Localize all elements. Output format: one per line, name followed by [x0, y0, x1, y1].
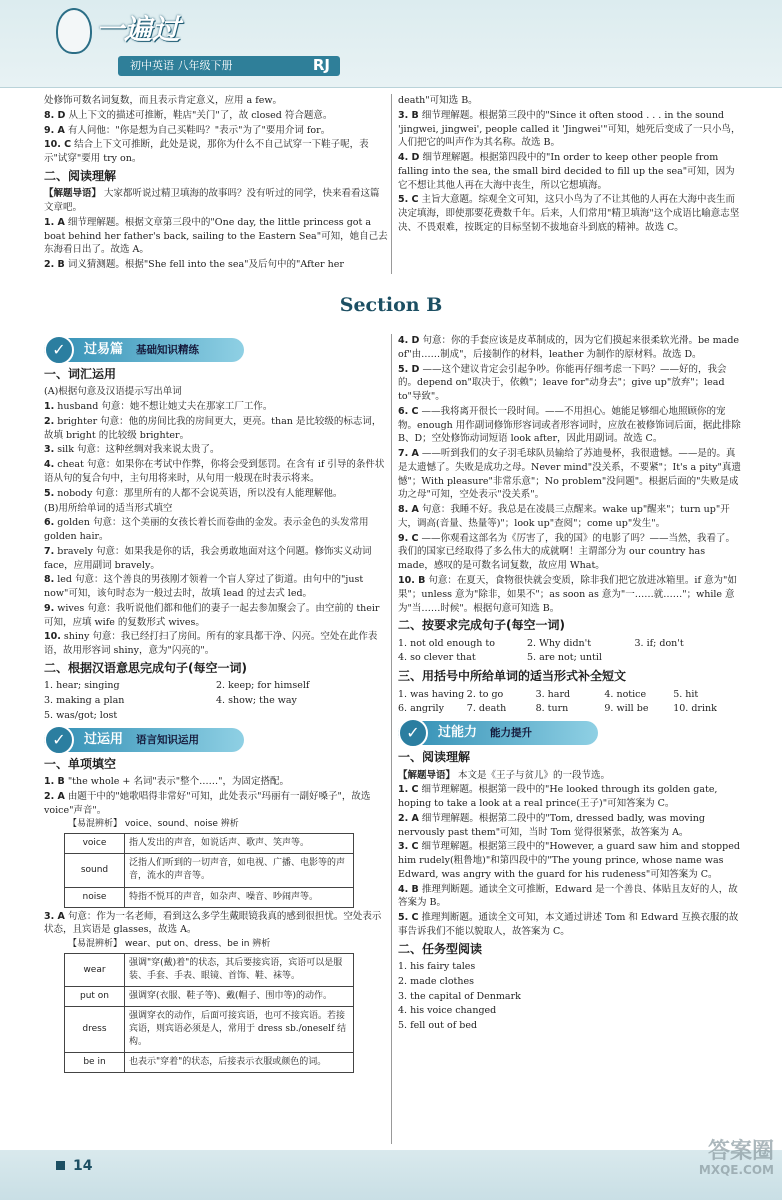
answer-list	[44, 94, 388, 166]
read2-heading: 一、阅读理解	[398, 750, 471, 765]
table-definition: 也表示"穿着"的状态，后接表示衣服或颜色的词。	[125, 1053, 354, 1073]
item-text: golden 句意：这个美丽的女孩长着长而卷曲的金发。表示金色的头发常用 golden hair。	[44, 517, 369, 543]
item-number: 8.	[44, 574, 55, 586]
item-text: 有人问他："你是想为自己买鞋吗？"表示"为了"要用介词 for。	[67, 124, 331, 136]
item-number: 4. D	[398, 335, 420, 346]
answer-item: 2. keep; for himself	[216, 680, 310, 692]
table-definition: 强调穿(衣服、鞋子等)、戴(帽子、围巾等)的动作。	[125, 987, 354, 1007]
book-subtitle: 初中英语 八年级下册	[130, 59, 233, 72]
answer-item: 4. show; the way	[216, 695, 297, 707]
answer-item	[398, 883, 742, 911]
table-word: sound	[65, 854, 125, 887]
footer-bar	[0, 1150, 782, 1200]
item-text: ——这个建议肯定会引起争吵。你能再仔细考虑一下吗？——好的，我会的。depend on"取决于，依赖"；leave for"动身去"；give up"放弃"；lead to"导致"。	[398, 363, 727, 403]
item-number: 3. B	[398, 109, 419, 121]
table-definition: 强调"穿(戴)着"的状态，其后要接宾语，宾语可以是服装、手套、手表、眼镜、首饰、鞋、袜等。	[125, 954, 354, 987]
item-number: 9.	[44, 602, 55, 614]
comparison-title: 【易混辨析】 voice、sound、noise 辨析	[68, 819, 239, 830]
banner-subtitle: 能力提升	[490, 727, 532, 740]
answer-item: 9. will be	[604, 703, 649, 715]
banner-subtitle: 语言知识运用	[136, 733, 199, 746]
table-word: voice	[65, 834, 125, 854]
item-number: 3. A	[44, 910, 65, 922]
square-icon	[56, 1161, 65, 1170]
answer-item: 1. not old enough to	[398, 637, 495, 649]
item-text: 处修饰可数名词复数，而且表示肯定意义，应用 a few。	[44, 95, 282, 106]
item-text: bravely 句意：如果我是你的话，我会勇敢地面对这个问题。修饰实义动词 face，应用副词 bravely。	[44, 545, 372, 571]
answer-item	[44, 258, 388, 272]
item-text: shiny 句意：我已经打扫了房间。所有的家具都干净、闪亮。空处在此作表语，故用形容词 shiny，意为"闪亮的"。	[44, 631, 378, 657]
item-text: husband 句意：她不想让她丈夫在那家工厂工作。	[57, 401, 273, 413]
table-word: dress	[65, 1007, 125, 1053]
item-text: nobody 句意：那里所有的人都不会说英语，所以没有人能理解他。	[57, 487, 343, 499]
answer-item: 3. hard	[535, 688, 571, 700]
answer-item: 1. his fairy tales	[398, 961, 476, 973]
complete-answers	[44, 679, 388, 723]
item-text: 推理判断题。通读全文可推断，Edward 是一个善良、体贴且友好的人，故答案为 B。	[398, 883, 738, 909]
item-number: 10. C	[44, 139, 72, 151]
item-text: 细节理解题。根据第三段中的"However, a guard saw him and stopped him rudely(粗鲁地)"和第四段中的"The young prince, whose name was Edward, was angry with the guard for his rudeness"可知答案为 C。	[398, 841, 740, 880]
item-text: (B)用所给单词的适当形式填空	[44, 502, 173, 514]
balloon-logo-icon	[56, 8, 92, 54]
answer-item	[398, 193, 742, 234]
item-text: 主旨大意题。综观全文可知，这只小鸟为了不让其他的人再在大海中丧生而决定填海，即使那要花费数千年。后来，人们常用"精卫填海"这个成语比喻意志坚决、不畏艰难，按既定的目标坚韧不拔地奋斗到底的精神。故选 C。	[398, 194, 740, 233]
item-number: 4. B	[398, 883, 419, 895]
answer-item	[44, 602, 388, 630]
page-header	[0, 0, 782, 88]
comparison-table	[64, 833, 354, 907]
watermark	[699, 1140, 774, 1177]
banner-title: 过运用	[84, 731, 124, 747]
banner-subtitle: 基础知识精练	[136, 344, 199, 356]
check-icon: ✓	[398, 718, 428, 748]
answer-item	[44, 400, 388, 414]
answer-item	[44, 487, 388, 501]
answer-item	[44, 458, 388, 486]
item-text: wives 句意：我听说他们都和他们的妻子一起去参加聚会了。由空前的 their 可知，应填 wife 的复数形式 wives。	[44, 602, 380, 628]
answer-list	[398, 94, 742, 235]
guide-text: 本文是《王子与贫儿》的一段节选。	[458, 769, 611, 781]
item-number: 9. A	[44, 124, 65, 136]
choice-heading: 一、单项填空	[44, 756, 117, 771]
left-column	[44, 334, 388, 1075]
item-text: ——听到我们的女子羽毛球队员输给了苏迪曼杯，我很遗憾。——是的。真是太遗憾了。失败是成功之母。Never mind"没关系，不要紧"；It's a pity"真遗憾"；With pleasure"非常乐意"；No problem"没问题"。根据后面的"失败是成功之母"可知，空处表示"没关系"。	[398, 448, 741, 501]
vocab-heading: 一、词汇运用	[44, 367, 117, 381]
top-left-column	[44, 94, 388, 273]
answer-item	[44, 415, 388, 443]
item-text: 细节理解题。根据第三段中的"Since it often stood . . . in the sound 'jingwei, jingwei', people called it 'Jingwei'"可知，她死后变成了一只小鸟，人们把它的叫声作为其名称。故选 B。	[398, 109, 741, 149]
read2-answers	[398, 783, 742, 938]
item-number: 2. B	[44, 259, 65, 271]
fill-heading: 三、用括号中所给单词的适当形式补全短文	[398, 669, 627, 684]
complete2-answers	[398, 637, 742, 667]
comparison-table	[64, 953, 354, 1073]
answer-item	[398, 911, 742, 939]
item-text: 由题干中的"她歌唱得非常好"可知，此处表示"玛丽有一副好嗓子"，故选 voice"声音"。	[44, 790, 371, 816]
item-number: 1. C	[398, 784, 419, 796]
fill-answers	[398, 688, 742, 718]
answer-item: 3. the capital of Denmark	[398, 990, 521, 1002]
answer-item	[44, 775, 388, 789]
answer-item	[635, 651, 743, 665]
item-number: 6. C	[398, 405, 419, 417]
item-text: "the whole + 名词"表示"整个……"，为固定搭配。	[67, 776, 289, 788]
answer-item: 6. angrily	[398, 703, 444, 715]
section-title: Section B	[339, 294, 443, 316]
item-text: 细节理解题。根据文章第三段中的"One day, the little princess got a boat behind her father's back, sailing to the Eastern Sea"可知，她自己去东海看日出了。故选 A。	[44, 216, 388, 256]
column-divider	[391, 94, 392, 274]
item-text: 细节理解题。根据第一段中的"He looked through its golden gate, hoping to take a look at a real prince(王子)"可知答案为 C。	[398, 784, 718, 810]
item-number: 3.	[44, 444, 55, 456]
reading-heading: 二、阅读理解	[44, 168, 117, 183]
reading-guide	[44, 187, 388, 215]
table-row	[65, 834, 354, 854]
item-number: 5. D	[398, 363, 420, 375]
banner-title: 过易篇	[84, 342, 124, 357]
table-word: wear	[65, 954, 125, 987]
column-divider	[391, 334, 392, 1144]
top-right-column	[398, 94, 742, 236]
guide-label: 【解题导语】	[398, 769, 456, 781]
answer-item	[44, 502, 388, 516]
page-number-text: 14	[73, 1158, 93, 1174]
table-row	[65, 954, 354, 987]
answer-item	[44, 630, 388, 658]
item-number: 4. D	[398, 152, 420, 164]
banner-usage	[44, 728, 244, 752]
answer-item: 7. death	[466, 703, 507, 715]
item-number: 2. A	[398, 812, 419, 824]
right-column	[398, 334, 742, 1034]
item-number: 5.	[44, 487, 55, 499]
answer-item	[398, 503, 742, 531]
table-word: put on	[65, 987, 125, 1007]
item-text: 结合上下文可推断，此处是说，那你为什么不自己试穿一下鞋子呢，表示"试穿"要用 try on。	[44, 139, 369, 165]
item-number: 5. C	[398, 194, 419, 206]
complete-heading: 二、根据汉语意思完成句子(每空一词)	[44, 660, 247, 675]
check-icon: ✓	[44, 725, 74, 755]
item-number: 4.	[44, 459, 55, 471]
watermark-url: MXQE.COM	[698, 1163, 774, 1178]
answer-item: 5. was/got; lost	[44, 709, 118, 721]
check-icon: ✓	[44, 335, 74, 365]
table-definition: 强调穿衣的动作，后面可接宾语，也可不接宾语。若接宾语，则宾语必须是人，常用于 dress sb./oneself 结构。	[125, 1007, 354, 1053]
answer-item	[398, 94, 742, 108]
table-row	[65, 987, 354, 1007]
item-text: 从上下文的描述可推断，鞋店"关门"了，故 closed 符合题意。	[68, 109, 333, 121]
item-number: 2. A	[44, 790, 65, 802]
answer-item	[398, 151, 742, 192]
choice-answers	[44, 775, 388, 817]
answer-item	[398, 447, 742, 502]
brand-title: 一遍过	[96, 13, 181, 46]
table-word: be in	[65, 1053, 125, 1073]
answer-item: 4. so clever that	[398, 652, 476, 664]
item-number: 7.	[44, 545, 55, 557]
answer-item: 2. Why didn't	[527, 637, 592, 649]
reading-answers	[44, 216, 388, 272]
comparison-title: 【易混辨析】 wear、put on、dress、be in 辨析	[68, 939, 271, 950]
item-number: 9. C	[398, 532, 419, 544]
banner-basic	[44, 338, 244, 362]
table-row	[65, 854, 354, 887]
item-text: 句意：作为一名老师，看到这么多学生戴眼镜我真的感到很担忧。空处表示状态，且宾语是 glasses，故选 A。	[44, 910, 382, 936]
answer-item: 4. his voice changed	[398, 1005, 497, 1017]
answer-item	[44, 216, 388, 257]
banner-title: 过能力	[438, 725, 478, 741]
guide-label: 【解题导语】	[44, 188, 102, 200]
answer-item	[44, 573, 388, 601]
item-text: ——我将离开很长一段时间。——不用担心。她能足够细心地照顾你的宠物。enough 用作副词修饰形容词或者形容词时，应放在被修饰词后面，据此排除 B、D；空处修饰动词短语 look after，因此用副词。故选 C。	[398, 405, 741, 445]
answer-item: 2. to go	[466, 688, 504, 700]
read2-guide	[398, 769, 742, 783]
answer-item	[216, 709, 388, 723]
item-text: cheat 句意：如果你在考试中作弊，你将会受到惩罚。在含有 if 引导的条件状语从句的复合句中，主句用将来时，从句用一般现在时表示将来。	[44, 459, 385, 484]
item-text: brighter 句意：他的房间比我的房间更大，更亮。than 是比较级的标志词，故填 bright 的比较级 brighter。	[44, 415, 382, 441]
answer-item: 10. drink	[673, 703, 717, 715]
item-number: 8. A	[398, 504, 419, 516]
item-number: 6.	[44, 517, 55, 529]
answer-item	[398, 363, 742, 404]
item-number: 7. A	[398, 448, 419, 460]
answer-item: 4. notice	[604, 688, 647, 700]
answer-item	[398, 783, 742, 811]
answer-item	[398, 405, 742, 446]
answer-item	[44, 138, 388, 166]
item-number: 2.	[44, 415, 55, 427]
answer-item	[398, 840, 742, 881]
table-definition: 特指不悦耳的声音，如杂声、噪音、吵闹声等。	[125, 887, 354, 907]
answer-item	[398, 812, 742, 840]
item-number: 1.	[44, 401, 55, 413]
page-number	[56, 1156, 92, 1176]
item-number: 10. B	[398, 575, 426, 587]
guide-text: 大家都听说过精卫填海的故事吗？没有听过的同学，快来看看这篇文章吧。	[44, 188, 380, 213]
item-number: 5. C	[398, 912, 419, 924]
item-number: 8. D	[44, 109, 66, 121]
task-heading: 二、任务型阅读	[398, 941, 483, 956]
item-text: silk 句意：这种丝绸对我来说太贵了。	[57, 444, 220, 456]
answer-item	[44, 94, 388, 108]
vocab-answers	[44, 400, 388, 658]
answer-item: 5. fell out of bed	[398, 1020, 478, 1032]
item-number: 3. C	[398, 841, 419, 853]
table-word: noise	[65, 887, 125, 907]
answer-item: 1. hear; singing	[44, 680, 120, 692]
answer-item	[44, 516, 388, 544]
task-answers	[398, 960, 742, 1033]
answer-item: 1. was having	[398, 688, 465, 700]
answer-item: 3. making a plan	[44, 695, 125, 707]
table-row	[65, 1053, 354, 1073]
vocab-instruction: (A)根据句意及汉语提示写出单词	[44, 386, 182, 398]
item-number: 1. B	[44, 776, 65, 788]
answer-item	[44, 545, 388, 573]
item-text: ——你观看这部名为《厉害了，我的国》的电影了吗？——当然，我看了。我们的国家已经取得了多么伟大的成就啊！主谓部分为 our country has made，感叹的是可数名词复数，故应用 What。	[398, 532, 736, 572]
answer-item	[44, 109, 388, 123]
table-definition: 指人发出的声音，如说话声、歌声、笑声等。	[125, 834, 354, 854]
watermark-text: 答案圈	[707, 1139, 774, 1164]
banner-ability	[398, 721, 598, 745]
item-number: 1. A	[44, 216, 65, 228]
item-text: 句意：你的手套应该是皮革制成的，因为它们摸起来很柔软光滑。be made of"由……制成"，后接制作的材料，leather 为制作的原材料。故选 D。	[398, 335, 740, 360]
answer-item: 8. turn	[535, 703, 569, 715]
choice-answers	[398, 334, 742, 615]
answer-item	[398, 109, 742, 150]
item-text: 词义猜测题。根据"She fell into the sea"及后句中的"After her	[67, 259, 344, 271]
choice-item	[44, 910, 388, 938]
item-text: death"可知选 B。	[398, 95, 478, 106]
answer-item	[398, 532, 742, 573]
book-subtitle-bar	[118, 56, 340, 76]
item-text: 细节理解题。根据第二段中的"Tom, dressed badly, was moving nervously past them"可知，当时 Tom 觉得很紧张，故答案为 A。	[398, 812, 705, 838]
item-text: led 句意：这个善良的男孩刚才领着一个盲人穿过了街道。由句中的"just now"可知，该句时态为一般过去时，故填 lead 的过去式 led。	[44, 574, 364, 600]
answer-item	[44, 443, 388, 457]
answer-item	[398, 334, 742, 362]
complete2-heading: 二、按要求完成句子(每空一词)	[398, 618, 565, 633]
item-text: 句意：在夏天，食物很快就会变质，除非我们把它放进冰箱里。if 意为"如果"；unless 意为"除非，如果不"；as soon as 意为"一……就……"；while 意为"当……时候"。根据句意可知选 B。	[398, 575, 737, 614]
answer-item: 2. made clothes	[398, 975, 474, 987]
answer-item: 3. if; don't	[634, 637, 684, 649]
answer-item: 5. are not; until	[527, 652, 602, 664]
table-row	[65, 887, 354, 907]
edition-label: RJ	[312, 56, 330, 74]
table-definition: 泛指人们听到的一切声音，如电视、广播、电影等的声音，流水的声音等。	[125, 854, 354, 887]
answer-item: 5. hit	[673, 688, 699, 700]
item-text: 句意：我睡不好。我总是在凌晨三点醒来。wake up"醒来"；turn up"开大，调高(音量、热量等)"；look up"查阅"；come up"发生"。	[398, 504, 730, 529]
answer-item	[44, 790, 388, 818]
answer-item	[44, 124, 388, 138]
item-text: 推理判断题。通读全文可知，本文通过讲述 Tom 和 Edward 互换衣服的故事告诉我们不能以貌取人，故答案为 C。	[398, 912, 739, 937]
answer-item	[398, 574, 742, 615]
item-number: 10.	[44, 631, 61, 643]
item-text: 细节理解题。根据第四段中的"In order to keep other people from falling into the sea, the small bird decided to fill up the sea"可知，因为它不想让其他人再在大海中丧生，所以它想填海。	[398, 152, 735, 191]
table-row	[65, 1007, 354, 1053]
